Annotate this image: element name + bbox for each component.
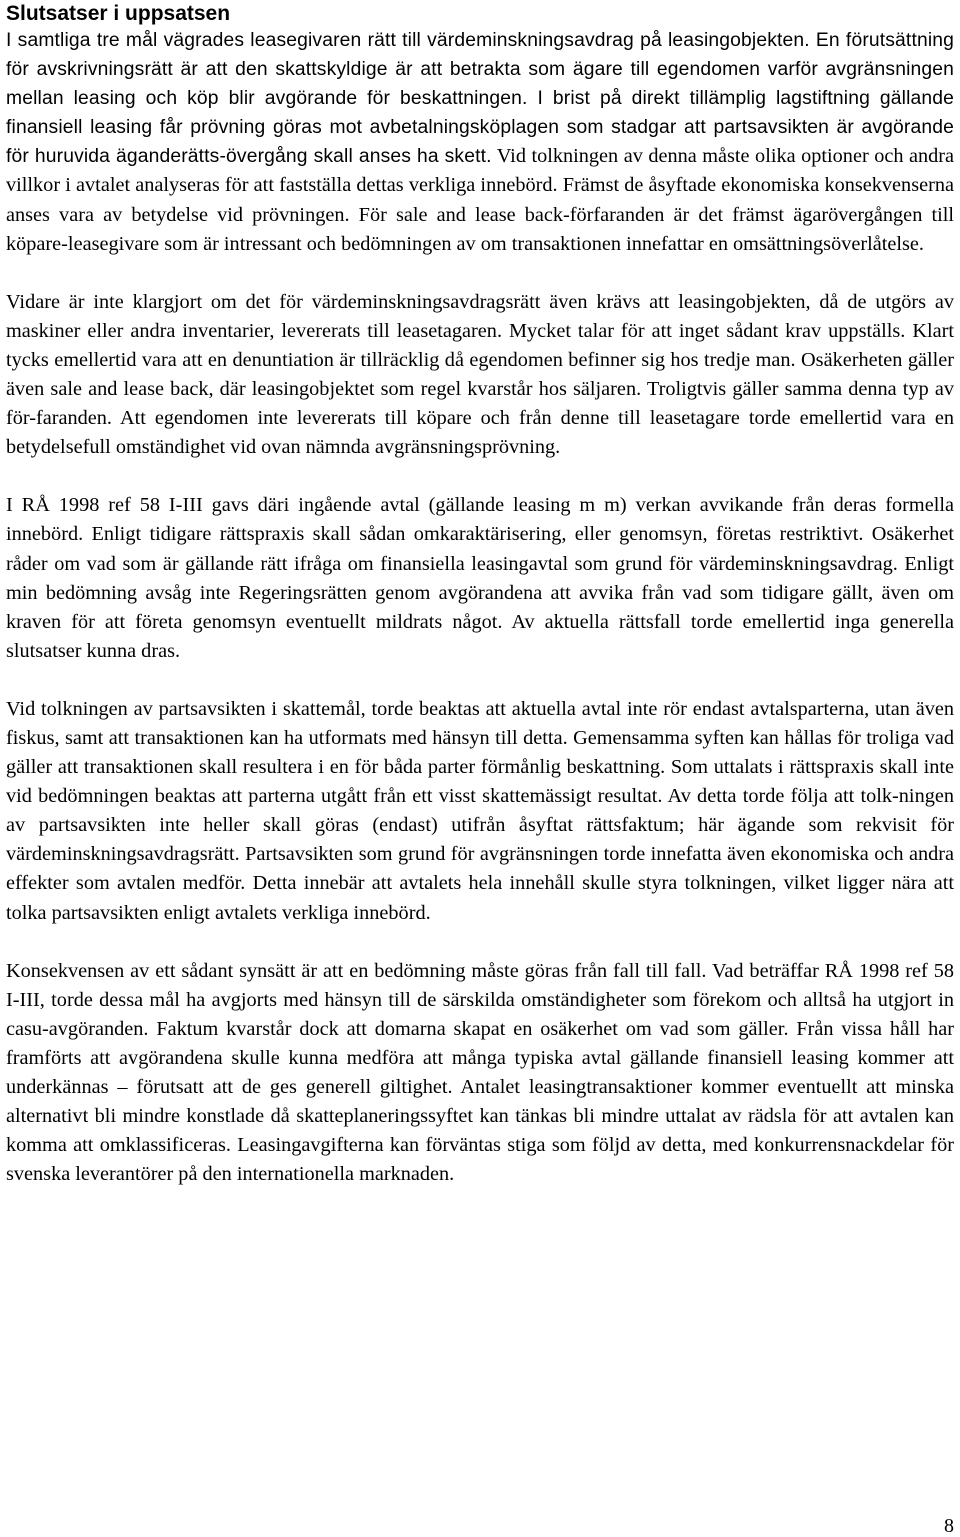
section-heading: Slutsatser i uppsatsen	[6, 2, 231, 25]
paragraph-2: Vidare är inte klargjort om det för värdeminskningsavdragsrätt även krävs att leasingobjekten, då de utgörs av maskiner eller andra inventarier, levererats till leasetagaren. Mycket talar för att inget sådant krav uppställs. Klart tycks emellertid vara att en denuntiation är tillräcklig då egendomen befinner sig hos tredje man. Osäkerheten gäller även sale and lease back, där leasingobjektet som regel kvarstår hos säljaren. Troligtvis gäller samma denna typ av för-faranden. Att egendomen inte levererats till köpare och från denne till leasetagare torde emellertid vara en betydelsefull omständighet vid ovan nämnda avgränsningsprövning.	[6, 290, 954, 459]
paragraph-gap	[6, 666, 954, 695]
paragraph-5: Konsekvensen av ett sådant synsätt är att en bedömning måste göras från fall till fall. Vad beträffar RÅ 1998 ref 58 I-III, torde dessa mål ha avgjorts med hänsyn till de särskilda omständigheter som förekom och alltså ha utgjort in casu-avgöranden. Faktum kvarstår dock att domarna skapat en osäkerhet om vad som gäller. Från vissa håll har framförts att avgörandena skulle kunna medföra att många typiska avtal gällande finansiell leasing kommer att underkännas – förutsatt att de ges generell giltighet. Antalet leasingtransaktioner kommer eventuellt att minska alternativt bli mindre konstlade då skatteplaneringssyftet kan tänkas bli mindre uttalat av rädsla för att avtalen kan komma att omklassificeras. Leasingavgifterna kan förväntas stiga som följd av detta, med konkurrensnackdelar för svenska leverantörer på den internationella marknaden.	[6, 959, 954, 1186]
paragraph-gap	[6, 259, 954, 288]
paragraph-gap	[6, 928, 954, 957]
paragraph-3: I RÅ 1998 ref 58 I-III gavs däri ingående avtal (gällande leasing m m) verkan avvikande från deras formella innebörd. Enligt tidigare rättspraxis skall sådan omkaraktärisering, eller genomsyn, företas restriktivt. Osäkerhet råder om vad som är gällande rätt ifråga om finansiella leasingavtal som grund för värdeminskningsavdrag. Enligt min bedömning avsåg inte Regeringsrätten genom avgörandena att avvika från vad som tidigare gällt, även om kraven för att företa genomsyn eventuellt mildrats något. Av aktuella rättsfall torde emellertid inga generella slutsatser kunna dras.	[6, 494, 954, 662]
paragraph-1-sans-text: I samtliga tre mål vägrades leasegivaren rätt till värdeminskningsavdrag på leasingobjekten. En förutsättning för avskrivningsrätt är att den skattskyldige är att betrakta som ägare till egendomen varför avgränsningen mellan leasing och köp blir avgörande för beskattningen. I brist på direkt tillämplig lagstiftning gällande finansiell leasing får prövning göras mot avbetalningsköplagen som stadgar att partsavsikten är avgörande för huruvida äganderätts-övergång skall anses ha skett.	[6, 30, 954, 168]
document-page	[6, 0, 954, 1189]
paragraph-4: Vid tolkningen av partsavsikten i skattemål, torde beaktas att aktuella avtal inte rör endast avtalsparterna, utan även fiskus, samt att transaktionen kan ha utformats med hänsyn till detta. Gemensamma syften kan hållas för troliga vad gäller att transaktionen skall resultera i en för båda parter förmånlig beskattning. Som uttalats i rättspraxis skall inte vid bedömningen beaktas att parterna utgått från ett visst skattemässigt resultat. Av detta torde följa att tolk-ningen av partsavsikten inte heller skall göras (endast) utifrån åsyftat rättsfaktum; här ägande som rekvisit för värdeminskningsavdragsrätt. Partsavsikten som grund för avgränsningen torde innefatta även ekonomiska och andra effekter som avtalen medför. Detta innebär att avtalets hela innehåll skulle styra tolkningen, vilket ligger nära att tolka partsavsikten enligt avtalets verkliga innebörd.	[6, 697, 954, 924]
paragraph-gap	[6, 462, 954, 491]
page-number: 8	[944, 1515, 954, 1537]
paragraph-1-serif-text: Vid tolkningen av denna måste olika optioner och andra villkor i avtalet analyseras för att fastställa dettas verkliga innebörd. Främst de åsyftade ekonomiska konsekvenserna anses vara av betydelse vid prövningen. För sale and lease back-förfaranden är det främst ägarövergången till köpare-leasegivare som är intressant och bedömningen av om transaktionen innefattar en omsättningsöverlåtelse.	[6, 145, 955, 255]
paragraph-1	[6, 26, 954, 259]
